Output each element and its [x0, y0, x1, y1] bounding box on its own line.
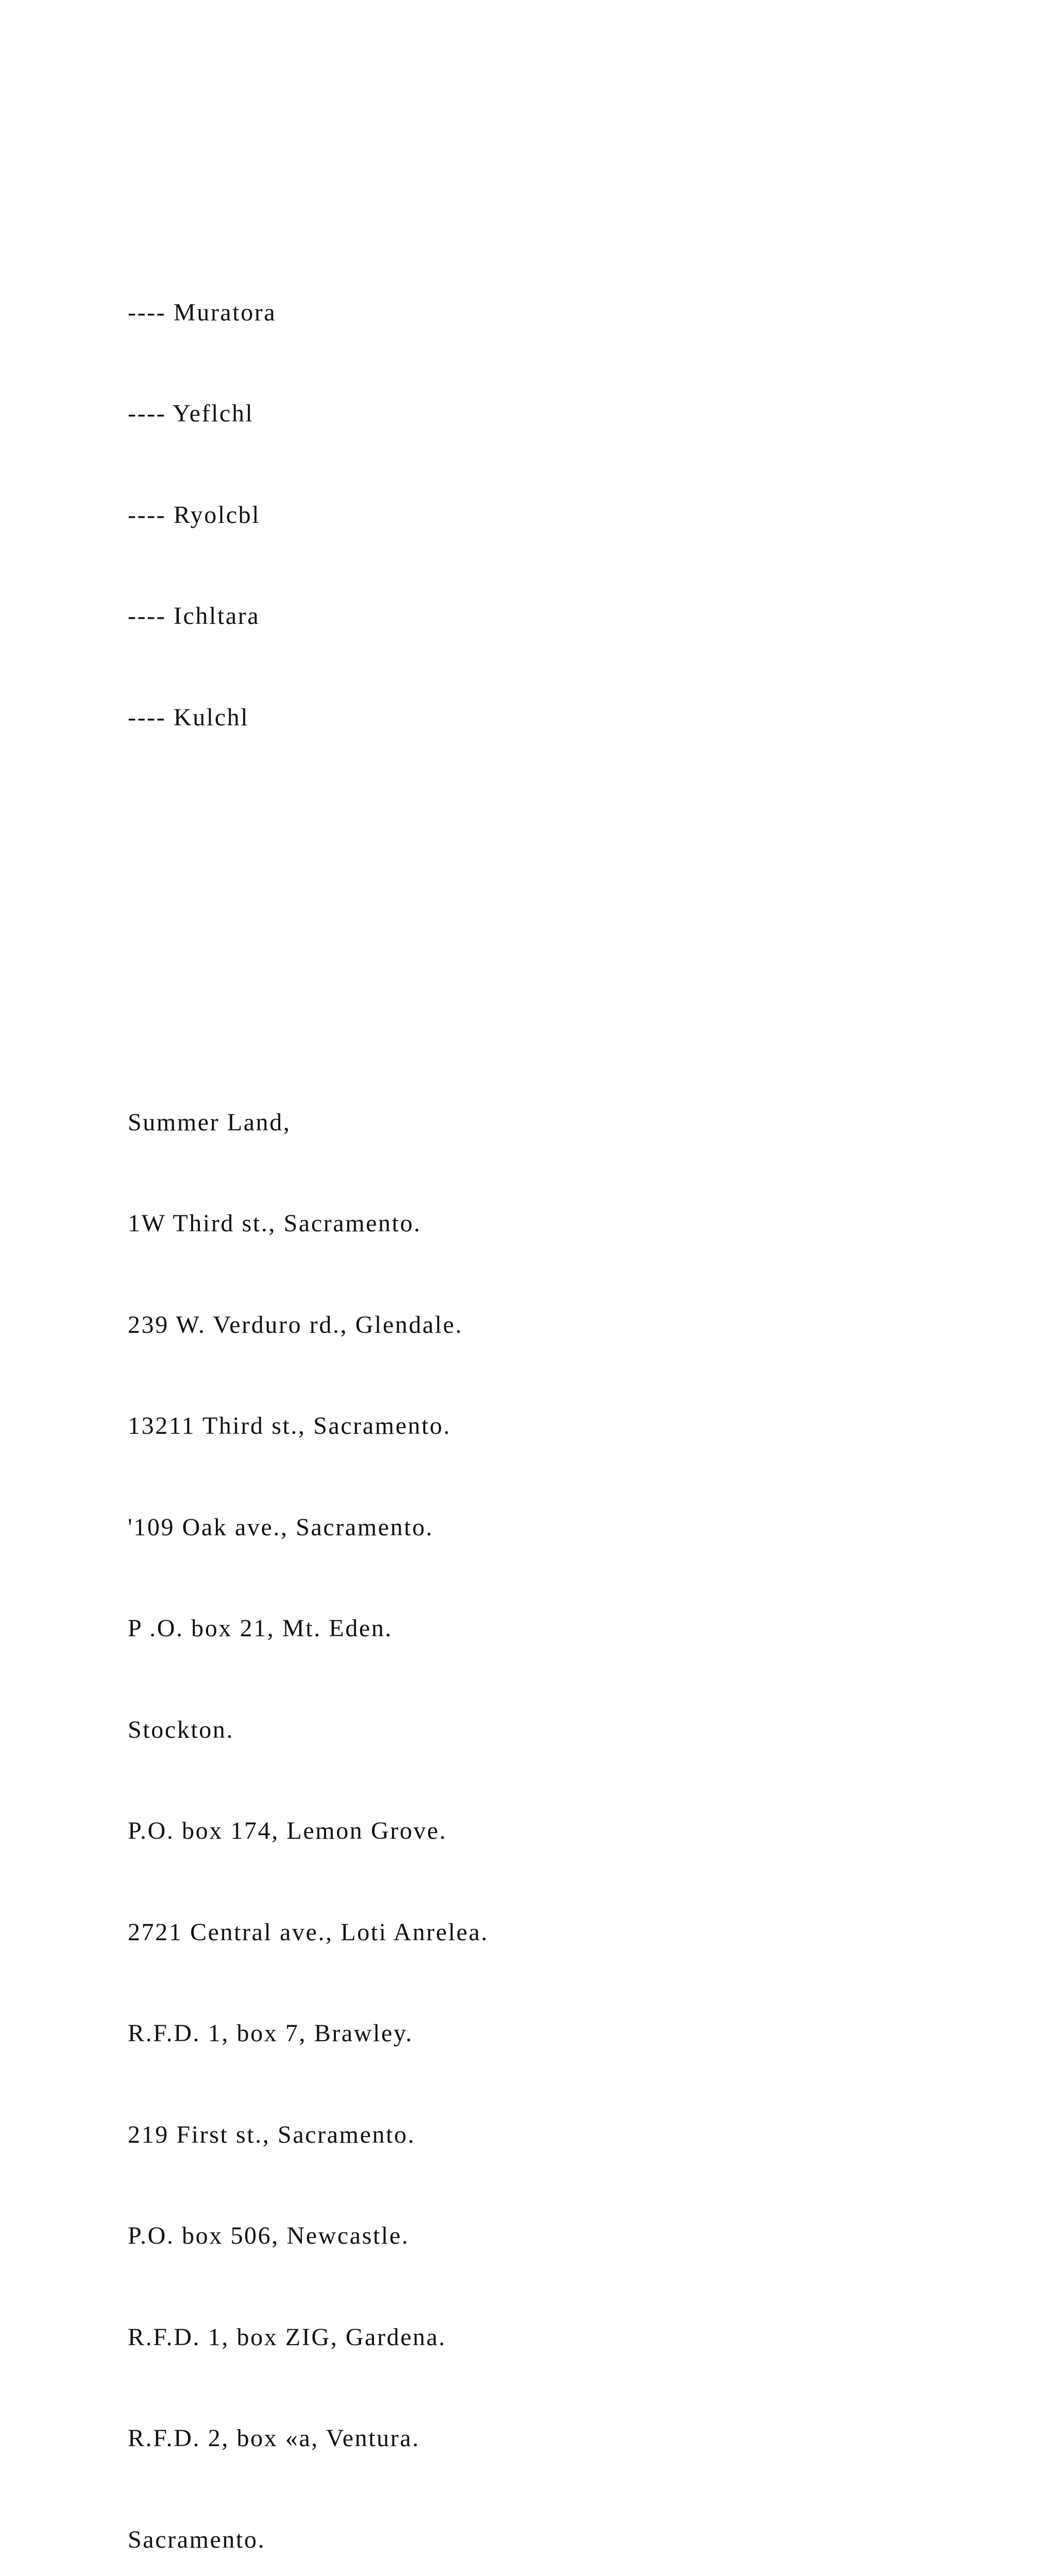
address-line: R.F.D. 1, box ZIG, Gardena.: [128, 2320, 1003, 2354]
document-text: [128, 127, 1003, 2576]
list-item: ---- Kulchl: [128, 701, 1003, 735]
address-line: 239 W. Verduro rd., Glendale.: [128, 1308, 1003, 1342]
list-item: ---- Muratora: [128, 296, 1003, 330]
address-line: Stockton.: [128, 1713, 1003, 1747]
address-line: Sacramento.: [128, 2523, 1003, 2557]
address-line: R.F.D. 1, box 7, Brawley.: [128, 2016, 1003, 2050]
address-line: R.F.D. 2, box «a, Ventura.: [128, 2421, 1003, 2455]
list-item: ---- Ryolcbl: [128, 498, 1003, 532]
address-line: 2721 Central ave., Loti Anrelea.: [128, 1916, 1003, 1950]
list-item: ---- Yeflchl: [128, 397, 1003, 431]
address-line: 13211 Third st., Sacramento.: [128, 1409, 1003, 1443]
address-line: 1W Third st., Sacramento.: [128, 1207, 1003, 1241]
address-line: P.O. box 506, Newcastle.: [128, 2219, 1003, 2253]
address-line: P .O. box 21, Mt. Eden.: [128, 1612, 1003, 1646]
address-line: '109 Oak ave., Sacramento.: [128, 1511, 1003, 1545]
address-list: [128, 1038, 1003, 2576]
blank-line: [128, 903, 1003, 937]
list-item: ---- Ichltara: [128, 599, 1003, 633]
names-list: [128, 228, 1003, 802]
address-line: 219 First st., Sacramento.: [128, 2118, 1003, 2152]
address-line: P.O. box 174, Lemon Grove.: [128, 1814, 1003, 1848]
address-line: Summer Land,: [128, 1106, 1003, 1140]
